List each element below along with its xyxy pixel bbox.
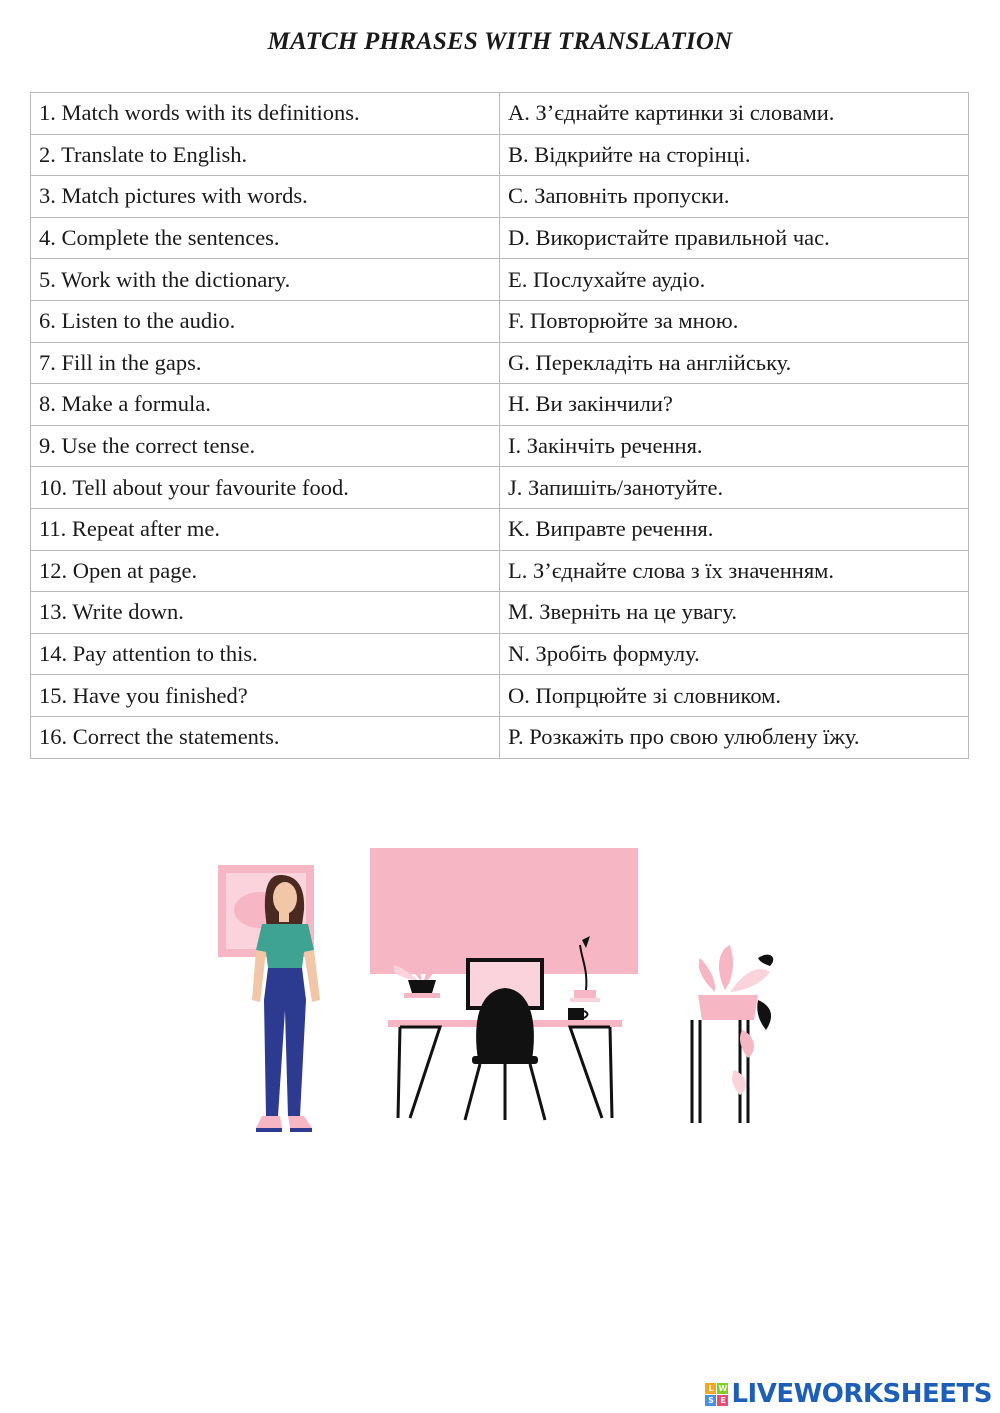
table-row (31, 633, 969, 675)
table-row (31, 134, 969, 176)
ukrainian-translation: C. Заповніть пропуски. (500, 176, 969, 218)
english-phrase: 12. Open at page. (31, 550, 500, 592)
table-row (31, 508, 969, 550)
logo-letter: S (705, 1395, 716, 1406)
table-row (31, 592, 969, 634)
english-phrase: 9. Use the correct tense. (31, 425, 500, 467)
ukrainian-translation: F. Повторюйте за мною. (500, 300, 969, 342)
logo-letter: L (705, 1383, 716, 1394)
liveworksheets-wordmark: LIVEWORKSHEETS (731, 1379, 992, 1409)
english-phrase: 10. Tell about your favourite food. (31, 467, 500, 509)
ukrainian-translation: N. Зробіть формулу. (500, 633, 969, 675)
ukrainian-translation: O. Попрцюйте зі словником. (500, 675, 969, 717)
table-row (31, 176, 969, 218)
liveworksheets-icon (705, 1383, 728, 1406)
liveworksheets-logo (705, 1377, 992, 1411)
english-phrase: 11. Repeat after me. (31, 508, 500, 550)
table-row (31, 467, 969, 509)
ukrainian-translation: K. Виправте речення. (500, 508, 969, 550)
logo-letter: E (717, 1395, 728, 1406)
table-row (31, 716, 969, 758)
english-phrase: 13. Write down. (31, 592, 500, 634)
english-phrase: 3. Match pictures with words. (31, 176, 500, 218)
table-row (31, 384, 969, 426)
table-row (31, 217, 969, 259)
ukrainian-translation: G. Перекладіть на англійську. (500, 342, 969, 384)
woman-at-desk-illustration (210, 840, 790, 1150)
english-phrase: 6. Listen to the audio. (31, 300, 500, 342)
plant-stand (692, 945, 773, 1123)
english-phrase: 2. Translate to English. (31, 134, 500, 176)
table-row (31, 259, 969, 301)
ukrainian-translation: P. Розкажіть про свою улюблену їжу. (500, 716, 969, 758)
table-row (31, 550, 969, 592)
ukrainian-translation: B. Відкрийте на сторінці. (500, 134, 969, 176)
ukrainian-translation: E. Послухайте аудіо. (500, 259, 969, 301)
mug (568, 1008, 588, 1020)
ukrainian-translation: J. Запишіть/занотуйте. (500, 467, 969, 509)
english-phrase: 8. Make a formula. (31, 384, 500, 426)
ukrainian-translation: I. Закінчіть речення. (500, 425, 969, 467)
table-row (31, 675, 969, 717)
ukrainian-translation: A. З’єднайте картинки зі словами. (500, 93, 969, 135)
english-phrase: 4. Complete the sentences. (31, 217, 500, 259)
english-phrase: 7. Fill in the gaps. (31, 342, 500, 384)
ukrainian-translation: M. Зверніть на це увагу. (500, 592, 969, 634)
matching-table (30, 92, 969, 759)
ukrainian-translation: L. З’єднайте слова з їх значенням. (500, 550, 969, 592)
table-row (31, 300, 969, 342)
english-phrase: 14. Pay attention to this. (31, 633, 500, 675)
logo-letter: W (718, 1383, 728, 1393)
english-phrase: 5. Work with the dictionary. (31, 259, 500, 301)
wall-board (370, 848, 638, 974)
table-row (31, 425, 969, 467)
english-phrase: 16. Correct the statements. (31, 716, 500, 758)
table-row (31, 93, 969, 135)
table-row (31, 342, 969, 384)
ukrainian-translation: H. Ви закінчили? (500, 384, 969, 426)
english-phrase: 15. Have you finished? (31, 675, 500, 717)
ukrainian-translation: D. Використайте правильной час. (500, 217, 969, 259)
page-title: MATCH PHRASES WITH TRANSLATION (267, 28, 733, 55)
english-phrase: 1. Match words with its definitions. (31, 93, 500, 135)
